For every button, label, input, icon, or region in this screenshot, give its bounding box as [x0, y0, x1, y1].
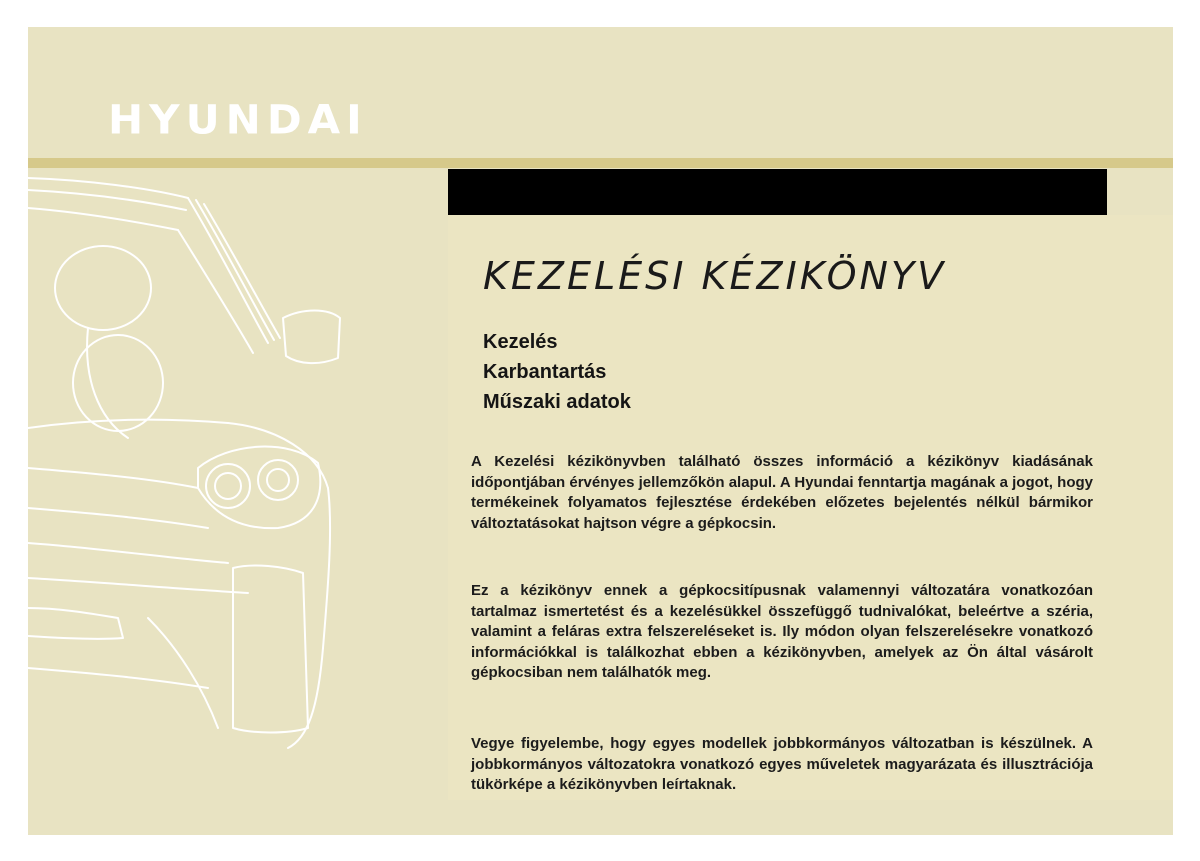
- hyundai-logo: HYUNDAI: [108, 96, 368, 143]
- section-item: Karbantartás: [483, 361, 607, 383]
- title-bar: [448, 169, 1107, 215]
- accent-band: [28, 158, 1173, 168]
- rhd-paragraph: Vegye figyelembe, hogy egyes modellek jobbkormányos változatban is készülnek. A jobbkormányos változatokra vonatkozó egyes műveletek magyarázata és illusztrációja tükörképe a kézikönyvben leírtaknak.: [471, 735, 1093, 794]
- section-item: Kezelés: [483, 331, 558, 353]
- manual-title: KEZELÉSI KÉZIKÖNYV: [483, 254, 947, 298]
- section-list: [483, 327, 631, 417]
- disclaimer-paragraph: A Kezelési kézikönyvben található összes információ a kézikönyv kiadásának időpontjában érvényes jellemzőkön alapul. A Hyundai fenntartja magának a jogot, hogy termékeinek folyamatos fejlesztése érdekében előzetes bejelentés nélkül bármikor változtatásokat hajtson végre a gépkocsin.: [471, 453, 1093, 532]
- car-outline-illustration: [28, 168, 448, 835]
- section-item: Műszaki adatok: [483, 391, 631, 413]
- variants-paragraph: Ez a kézikönyv ennek a gépkocsitípusnak valamennyi változatára vonatkozóan tartalmaz ismertetést és a kezelésükkel összefüggő tudnivalókat, beleértve a széria, valamint a feláras extra felszereléseket is. Ily módon olyan felszerelésekre vonatkozó információkkal is találkozhat ebben a kézikönyvben, amelyek az Ön által vásárolt gépkocsiban nem találhatók meg.: [471, 582, 1093, 682]
- cover-page: [28, 27, 1173, 835]
